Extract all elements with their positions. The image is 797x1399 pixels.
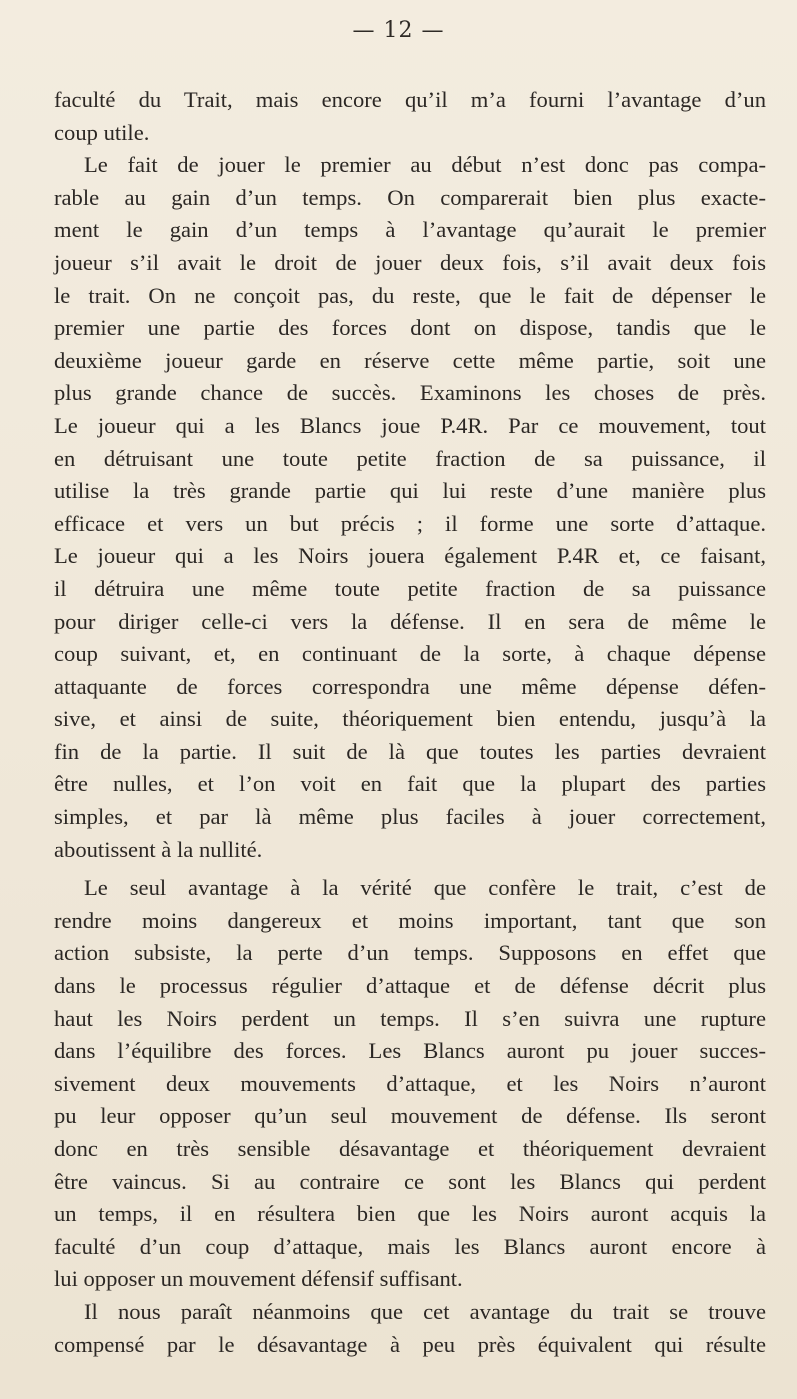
text-line: un temps, il en résultera bien que les Noirs auront acquis la: [54, 1201, 766, 1227]
text-line: pu leur opposer qu’un seul mouvement de défense. Ils seront: [54, 1103, 766, 1129]
text-line: coup utile.: [54, 119, 150, 145]
text-line: efficace et vers un but précis ; il forme une sorte d’attaque.: [54, 510, 766, 536]
text-line: sive, et ainsi de suite, théoriquement bien entendu, jusqu’à la: [54, 706, 766, 732]
text-line: haut les Noirs perdent un temps. Il s’en suivra une rupture: [54, 1005, 766, 1031]
text-line: en détruisant une toute petite fraction de sa puissance, il: [54, 445, 766, 471]
text-line: aboutissent à la nullité.: [54, 836, 263, 862]
text-line: rendre moins dangereux et moins important, tant que son: [54, 907, 766, 933]
text-line: compensé par le désavantage à peu près équivalent qui résulte: [54, 1331, 766, 1357]
text-line: utilise la très grande partie qui lui reste d’une manière plus: [54, 478, 766, 504]
text-line: il détruira une même toute petite fraction de sa puissance: [54, 575, 766, 601]
text-line: joueur s’il avait le droit de jouer deux fois, s’il avait deux fois: [54, 249, 766, 275]
text-line: attaquante de forces correspondra une même dépense défen-: [54, 673, 766, 699]
text-line: donc en très sensible désavantage et théoriquement devraient: [54, 1136, 766, 1161]
page-number: — 12 —: [352, 18, 445, 43]
text-line: rable au gain d’un temps. On comparerait bien plus exacte-: [54, 184, 766, 210]
text-line: premier une partie des forces dont on dispose, tandis que le: [54, 315, 766, 341]
text-line: deuxième joueur garde en réserve cette même partie, soit une: [54, 347, 766, 373]
text-line: dans l’équilibre des forces. Les Blancs auront pu jouer succes-: [54, 1038, 766, 1064]
text-line: pour diriger celle-ci vers la défense. Il en sera de même le: [54, 608, 766, 634]
text-line: plus grande chance de succès. Examinons les choses de près.: [54, 380, 766, 406]
text-line: Le joueur qui a les Noirs jouera également P.4R et, ce faisant,: [54, 543, 766, 569]
text-line: être nulles, et l’on voit en fait que la plupart des parties: [54, 771, 766, 797]
text-line: sivement deux mouvements d’attaque, et les Noirs n’auront: [54, 1070, 766, 1096]
text-line: Il nous paraît néanmoins que cet avantage du trait se trouve: [84, 1298, 766, 1324]
text-line: faculté d’un coup d’attaque, mais les Blancs auront encore à: [54, 1233, 766, 1259]
text-line: le trait. On ne conçoit pas, du reste, que le fait de dépenser le: [54, 282, 766, 308]
text-line: ment le gain d’un temps à l’avantage qu’aurait le premier: [54, 217, 766, 243]
text-line: simples, et par là même plus faciles à jouer correctement,: [54, 804, 766, 830]
text-line: Le seul avantage à la vérité que confère le trait, c’est de: [84, 875, 766, 901]
text-line: dans le processus régulier d’attaque et de défense décrit plus: [54, 973, 766, 999]
text-line: Le joueur qui a les Blancs joue P.4R. Par ce mouvement, tout: [54, 412, 766, 438]
text-line: coup suivant, et, en continuant de la sorte, à chaque dépense: [54, 641, 766, 667]
text-line: être vaincus. Si au contraire ce sont les Blancs qui perdent: [54, 1168, 766, 1194]
body-text: [54, 84, 766, 1361]
text-line: faculté du Trait, mais encore qu’il m’a fourni l’avantage d’un: [54, 87, 766, 112]
text-line: action subsiste, la perte d’un temps. Supposons en effet que: [54, 940, 766, 966]
text-line: fin de la partie. Il suit de là que toutes les parties devraient: [54, 738, 766, 764]
text-line: Le fait de jouer le premier au début n’est donc pas compa-: [84, 152, 766, 178]
text-line: lui opposer un mouvement défensif suffisant.: [54, 1266, 463, 1292]
